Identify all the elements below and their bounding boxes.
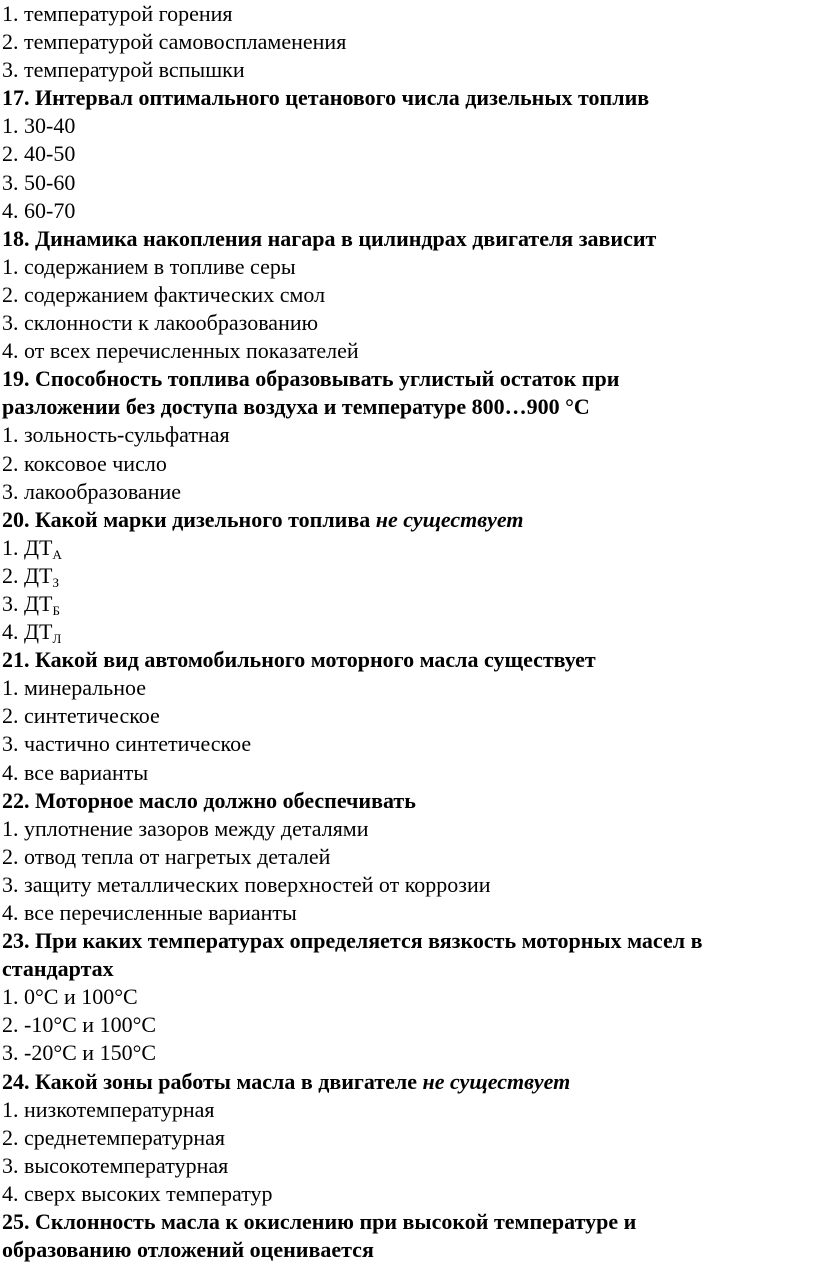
grade-subscript: З [52, 574, 59, 590]
question-line [2, 365, 816, 393]
answer-text: 1. 0°С и 100°С [2, 984, 138, 1010]
question-text: 21. Какой вид автомобильного моторного масла существует [2, 647, 596, 673]
answer-option [2, 56, 816, 84]
answer-text: 4. все варианты [2, 759, 149, 785]
grade-subscript: Б [52, 602, 60, 618]
question-line [2, 225, 816, 253]
answer-option [2, 843, 816, 871]
answer-text: 1. ДТ [2, 534, 53, 560]
answer-option [2, 281, 816, 309]
question-text: 23. При каких температурах определяется вязкость моторных масел в [2, 928, 703, 954]
answer-option [2, 197, 816, 225]
answer-text: 3. температурой вспышки [2, 57, 245, 83]
answer-text: 3. -20°С и 150°С [2, 1040, 157, 1066]
answer-option [2, 309, 816, 337]
question-line [2, 955, 816, 983]
answer-option [2, 450, 816, 478]
question-line [2, 1208, 816, 1236]
answer-option [2, 590, 816, 618]
answer-text: 2. отвод тепла от нагретых деталей [2, 843, 331, 869]
grade-subscript: А [52, 546, 62, 562]
answer-text: 2. коксовое число [2, 450, 167, 476]
question-text: 19. Способность топлива образовывать углистый остаток при [2, 366, 620, 392]
answer-text: 4. ДТ [2, 619, 53, 645]
answer-text: 3. ДТ [2, 590, 53, 616]
answer-text: 1. содержанием в топливе серы [2, 253, 296, 279]
answer-text: 1. зольность-сульфатная [2, 422, 230, 448]
answer-option [2, 1096, 816, 1124]
answer-text: 2. -10°С и 100°С [2, 1012, 157, 1038]
answer-text: 1. температурой горения [2, 1, 233, 26]
answer-option [2, 674, 816, 702]
question-line [2, 84, 816, 112]
answer-text: 3. высокотемпературная [2, 1152, 229, 1178]
question-line [2, 393, 816, 421]
answer-option [2, 478, 816, 506]
question-text: образованию отложений оценивается [2, 1237, 374, 1263]
answer-option [2, 1011, 816, 1039]
question-line [2, 1068, 816, 1096]
answer-option [2, 562, 816, 590]
answer-option [2, 140, 816, 168]
question-text: 17. Интервал оптимального цетанового числа дизельных топлив [2, 85, 650, 111]
answer-text: 3. 50-60 [2, 169, 76, 195]
answer-text: 3. склонности к лакообразованию [2, 310, 319, 336]
question-line [2, 927, 816, 955]
answer-text: 2. синтетическое [2, 703, 160, 729]
answer-option [2, 253, 816, 281]
question-line [2, 646, 816, 674]
answer-text: 2. 40-50 [2, 141, 76, 167]
question-text: 24. Какой зоны работы масла в двигателе [2, 1068, 423, 1094]
question-line [2, 506, 816, 534]
answer-option [2, 337, 816, 365]
answer-option [2, 899, 816, 927]
question-text: стандартах [2, 956, 114, 982]
answer-text: 4. 60-70 [2, 197, 76, 223]
grade-subscript: Л [52, 631, 62, 647]
answer-text: 4. от всех перечисленных показателей [2, 338, 359, 364]
answer-option [2, 871, 816, 899]
answer-text: 2. содержанием фактических смол [2, 281, 326, 307]
question-text: 18. Динамика накопления нагара в цилиндрах двигателя зависит [2, 225, 657, 251]
answer-option [2, 1124, 816, 1152]
question-line [2, 1236, 816, 1264]
answer-option [2, 702, 816, 730]
answer-option [2, 28, 816, 56]
answer-text: 4. сверх высоких температур [2, 1180, 273, 1206]
question-text: 20. Какой марки дизельного топлива [2, 506, 376, 532]
answer-option [2, 1180, 816, 1208]
answer-text: 1. уплотнение зазоров между деталями [2, 815, 369, 841]
answer-option [2, 1039, 816, 1067]
question-emphasis: не существует [375, 506, 524, 532]
answer-text: 1. низкотемпературная [2, 1096, 215, 1122]
answer-text: 3. защиту металлических поверхностей от коррозии [2, 871, 491, 897]
answer-option [2, 112, 816, 140]
answer-text: 4. все перечисленные варианты [2, 900, 297, 925]
answer-text: 3. частично синтетическое [2, 731, 252, 757]
answer-option [2, 759, 816, 787]
answer-option [2, 421, 816, 449]
answer-option [2, 983, 816, 1011]
answer-option [2, 0, 816, 28]
answer-text: 2. ДТ [2, 562, 53, 588]
answer-option [2, 534, 816, 562]
answer-option [2, 1152, 816, 1180]
answer-option [2, 169, 816, 197]
question-text: 22. Моторное масло должно обеспечивать [2, 787, 416, 813]
answer-option [2, 730, 816, 758]
answer-text: 2. среднетемпературная [2, 1124, 225, 1150]
question-text: 25. Склонность масла к окислению при высокой температуре и [2, 1209, 637, 1235]
question-emphasis: не существует [422, 1068, 571, 1094]
answer-option [2, 815, 816, 843]
answer-text: 2. температурой самовоспламенения [2, 29, 347, 55]
answer-text: 3. лакообразование [2, 478, 182, 504]
answer-option [2, 618, 816, 646]
answer-text: 1. минеральное [2, 675, 147, 701]
answer-text: 1. 30-40 [2, 113, 76, 139]
question-line [2, 787, 816, 815]
question-text: разложении без доступа воздуха и температуре 800…900 °С [2, 394, 590, 420]
